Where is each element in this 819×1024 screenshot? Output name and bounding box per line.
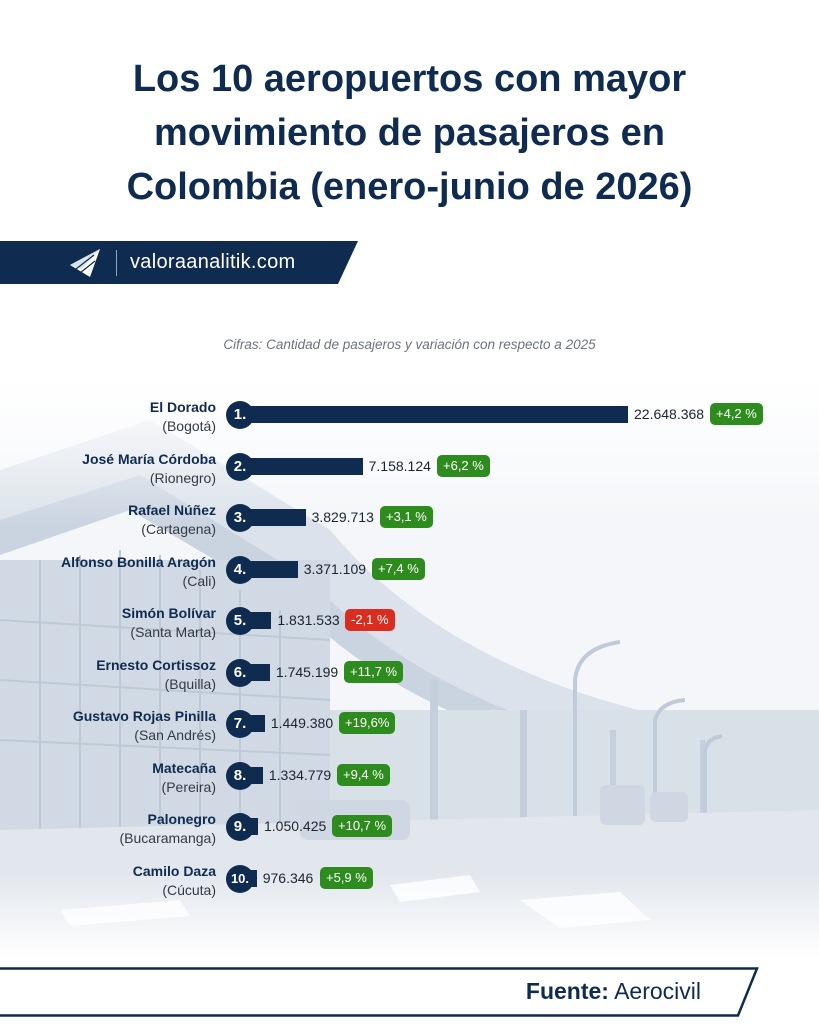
airport-row xyxy=(0,397,819,441)
airport-row xyxy=(0,603,819,647)
source-value: Aerocivil xyxy=(614,978,701,1004)
airport-name-label: Palonegro xyxy=(147,811,216,827)
title-line-2: movimiento de pasajeros en xyxy=(153,112,666,154)
airport-name-label: Alfonso Bonilla Aragón xyxy=(60,553,216,570)
airport-name-label: Rafael Núñez xyxy=(128,502,216,518)
airport-city-label: (Santa Marta) xyxy=(130,624,216,640)
airport-name-label: Camilo Daza xyxy=(132,862,216,879)
passenger-value-label: 1.831.533 xyxy=(277,612,340,628)
rank-badge: 10. xyxy=(226,865,254,893)
title-line-3: Colombia (enero-junio de 2026) xyxy=(126,166,693,208)
brand-divider xyxy=(116,250,117,276)
passenger-bar xyxy=(240,458,363,475)
passenger-value-label: 7.158.124 xyxy=(368,457,431,474)
airport-city-label: (San Andrés) xyxy=(134,727,216,743)
passenger-value-label: 1.334.779 xyxy=(268,766,332,783)
variation-badge: -2,1 % xyxy=(345,609,395,631)
airport-city-label: (Pereira) xyxy=(161,778,216,795)
airport-city-label: (Bquilla) xyxy=(164,675,216,692)
source-credit xyxy=(526,978,701,1005)
variation-badge: +9,4 % xyxy=(337,764,390,786)
variation-badge: +5,9 % xyxy=(320,867,373,889)
passenger-value-label: 3.371.109 xyxy=(303,560,367,577)
rank-badge: 3. xyxy=(226,504,254,532)
airport-name-label: Simón Bolívar xyxy=(121,605,216,621)
airport-name-label: Matecaña xyxy=(152,759,216,776)
passenger-bar xyxy=(240,406,628,423)
title-line-1: Los 10 aeropuertos con mayor xyxy=(132,58,687,100)
variation-badge: +10,7 % xyxy=(332,815,392,837)
airport-city-label: (Rionegro) xyxy=(149,469,216,486)
airport-city-label: (Cartagena) xyxy=(141,521,216,537)
airport-row xyxy=(0,449,819,493)
variation-badge: +6,2 % xyxy=(437,455,490,477)
airport-row xyxy=(0,758,819,802)
airport-name-label: Gustavo Rojas Pinilla xyxy=(72,708,216,724)
rank-badge: 7. xyxy=(226,710,254,738)
airport-city-label: (Cúcuta) xyxy=(162,881,216,898)
airport-row xyxy=(0,552,819,596)
rank-badge: 5. xyxy=(226,607,254,635)
rank-badge: 1. xyxy=(226,401,254,429)
passenger-value-label: 22.648.368 xyxy=(634,406,705,422)
airport-city-label: (Cali) xyxy=(182,572,216,589)
airport-name-label: Ernesto Cortissoz xyxy=(96,656,216,673)
variation-badge: +7,4 % xyxy=(372,558,425,580)
airport-name-label: José María Córdoba xyxy=(82,450,216,467)
source-label: Fuente: xyxy=(525,978,609,1004)
airport-row xyxy=(0,500,819,544)
rank-badge: 4. xyxy=(226,556,254,584)
passenger-value-label: 1.745.199 xyxy=(275,663,339,680)
rank-badge: 6. xyxy=(226,659,254,687)
airport-city-label: (Bogotá) xyxy=(162,418,216,434)
airport-name-label: El Dorado xyxy=(149,399,216,415)
variation-badge: +4,2 % xyxy=(710,403,763,425)
rank-badge: 8. xyxy=(226,762,254,790)
brand-website-link[interactable]: valoraanalitik.com xyxy=(130,251,296,273)
variation-badge: +11,7 % xyxy=(344,661,403,683)
airport-city-label: (Bucaramanga) xyxy=(119,830,216,846)
airport-row xyxy=(0,706,819,750)
passenger-value-label: 1.449.380 xyxy=(270,715,334,731)
rank-badge: 2. xyxy=(226,453,254,481)
airport-row xyxy=(0,809,819,853)
chart-subtitle: Cifras: Cantidad de pasajeros y variación con respecto a 2025 xyxy=(223,337,596,352)
variation-badge: +3,1 % xyxy=(380,506,433,528)
rank-badge: 9. xyxy=(226,813,254,841)
passenger-value-label: 1.050.425 xyxy=(263,818,327,834)
airport-row xyxy=(0,861,819,905)
passenger-value-label: 3.829.713 xyxy=(311,509,374,525)
paper-plane-logo-icon xyxy=(68,247,102,279)
variation-badge: +19,6% xyxy=(339,712,395,734)
airport-row xyxy=(0,655,819,699)
passenger-value-label: 976.346 xyxy=(262,869,314,886)
